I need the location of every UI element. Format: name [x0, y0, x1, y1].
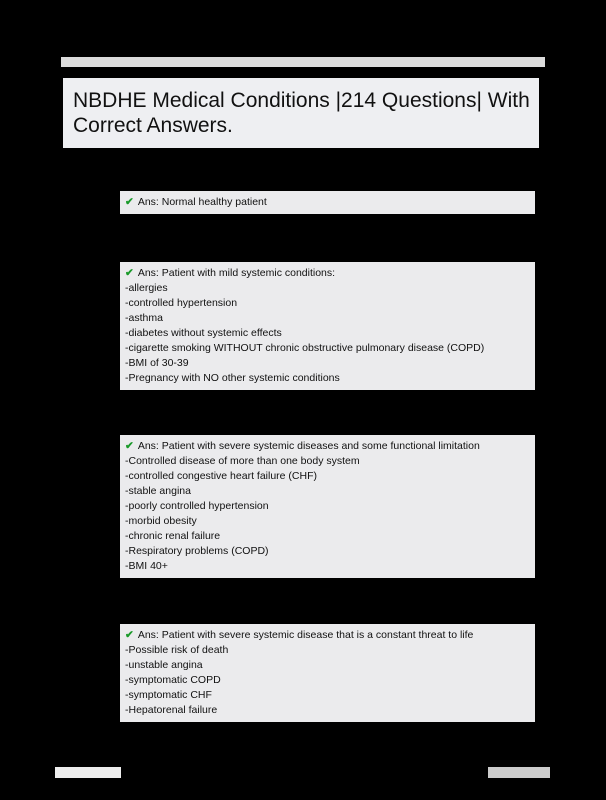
- answer-text: -cigarette smoking WITHOUT chronic obstructive pulmonary disease (COPD): [125, 342, 485, 354]
- answer-list-item: [125, 311, 529, 326]
- answer-line: [125, 195, 529, 210]
- answer-line: [125, 628, 529, 643]
- check-icon: ✔: [125, 267, 134, 279]
- answer-text: -Possible risk of death: [125, 644, 229, 656]
- answer-text: -symptomatic CHF: [125, 689, 212, 701]
- answer-text: Ans: Patient with severe systemic diseases and some functional limitation: [137, 440, 480, 452]
- answer-list-item: [125, 484, 529, 499]
- answer-line: [125, 439, 529, 454]
- answer-text: -chronic renal failure: [125, 530, 221, 542]
- answer-list-item: [125, 281, 529, 296]
- answer-text: -symptomatic COPD: [125, 674, 221, 686]
- answer-list-item: [125, 673, 529, 688]
- answer-list-item: [125, 341, 529, 356]
- answer-text: -allergies: [125, 282, 168, 294]
- answer-box: [119, 262, 536, 390]
- answer-list-item: [125, 296, 529, 311]
- answer-text: -BMI 40+: [125, 560, 168, 572]
- answer-box: [119, 435, 536, 578]
- answer-text: Ans: Patient with mild systemic conditions:: [137, 267, 336, 279]
- answer-line: [125, 266, 529, 281]
- answer-text: -stable angina: [125, 485, 191, 497]
- answer-list-item: [125, 529, 529, 544]
- answer-text: -poorly controlled hypertension: [125, 500, 269, 512]
- answer-text: -unstable angina: [125, 659, 203, 671]
- answer-list-item: [125, 703, 529, 718]
- answer-text: -Controlled disease of more than one body system: [125, 455, 360, 467]
- answer-list-item: [125, 454, 529, 469]
- answer-text: -controlled congestive heart failure (CHF): [125, 470, 317, 482]
- answer-text: -diabetes without systemic effects: [125, 327, 282, 339]
- answer-list-item: [125, 658, 529, 673]
- answer-text: -asthma: [125, 312, 163, 324]
- answer-list-item: [125, 326, 529, 341]
- check-icon: ✔: [125, 629, 134, 641]
- answer-text: -BMI of 30-39: [125, 357, 189, 369]
- answer-text: -morbid obesity: [125, 515, 197, 527]
- answer-box: [119, 624, 536, 722]
- answer-text: Ans: Normal healthy patient: [137, 196, 267, 208]
- footer-page-number: [488, 767, 550, 778]
- answer-list-item: [125, 356, 529, 371]
- answer-text: -Respiratory problems (COPD): [125, 545, 269, 557]
- check-icon: ✔: [125, 440, 134, 452]
- document-title: NBDHE Medical Conditions |214 Questions| With Correct Answers.: [61, 78, 541, 148]
- header-bar: [61, 57, 545, 67]
- answer-text: Ans: Patient with severe systemic disease that is a constant threat to life: [137, 629, 474, 641]
- answer-list-item: [125, 544, 529, 559]
- footer-logo: [55, 767, 121, 778]
- answer-box: [119, 191, 536, 214]
- answer-text: -controlled hypertension: [125, 297, 238, 309]
- answer-list-item: [125, 559, 529, 574]
- answer-text: -Hepatorenal failure: [125, 704, 218, 716]
- answer-list-item: [125, 469, 529, 484]
- answer-list-item: [125, 688, 529, 703]
- answer-list-item: [125, 371, 529, 386]
- answer-list-item: [125, 514, 529, 529]
- answer-list-item: [125, 499, 529, 514]
- answer-text: -Pregnancy with NO other systemic conditions: [125, 372, 340, 384]
- answer-list-item: [125, 643, 529, 658]
- check-icon: ✔: [125, 196, 134, 208]
